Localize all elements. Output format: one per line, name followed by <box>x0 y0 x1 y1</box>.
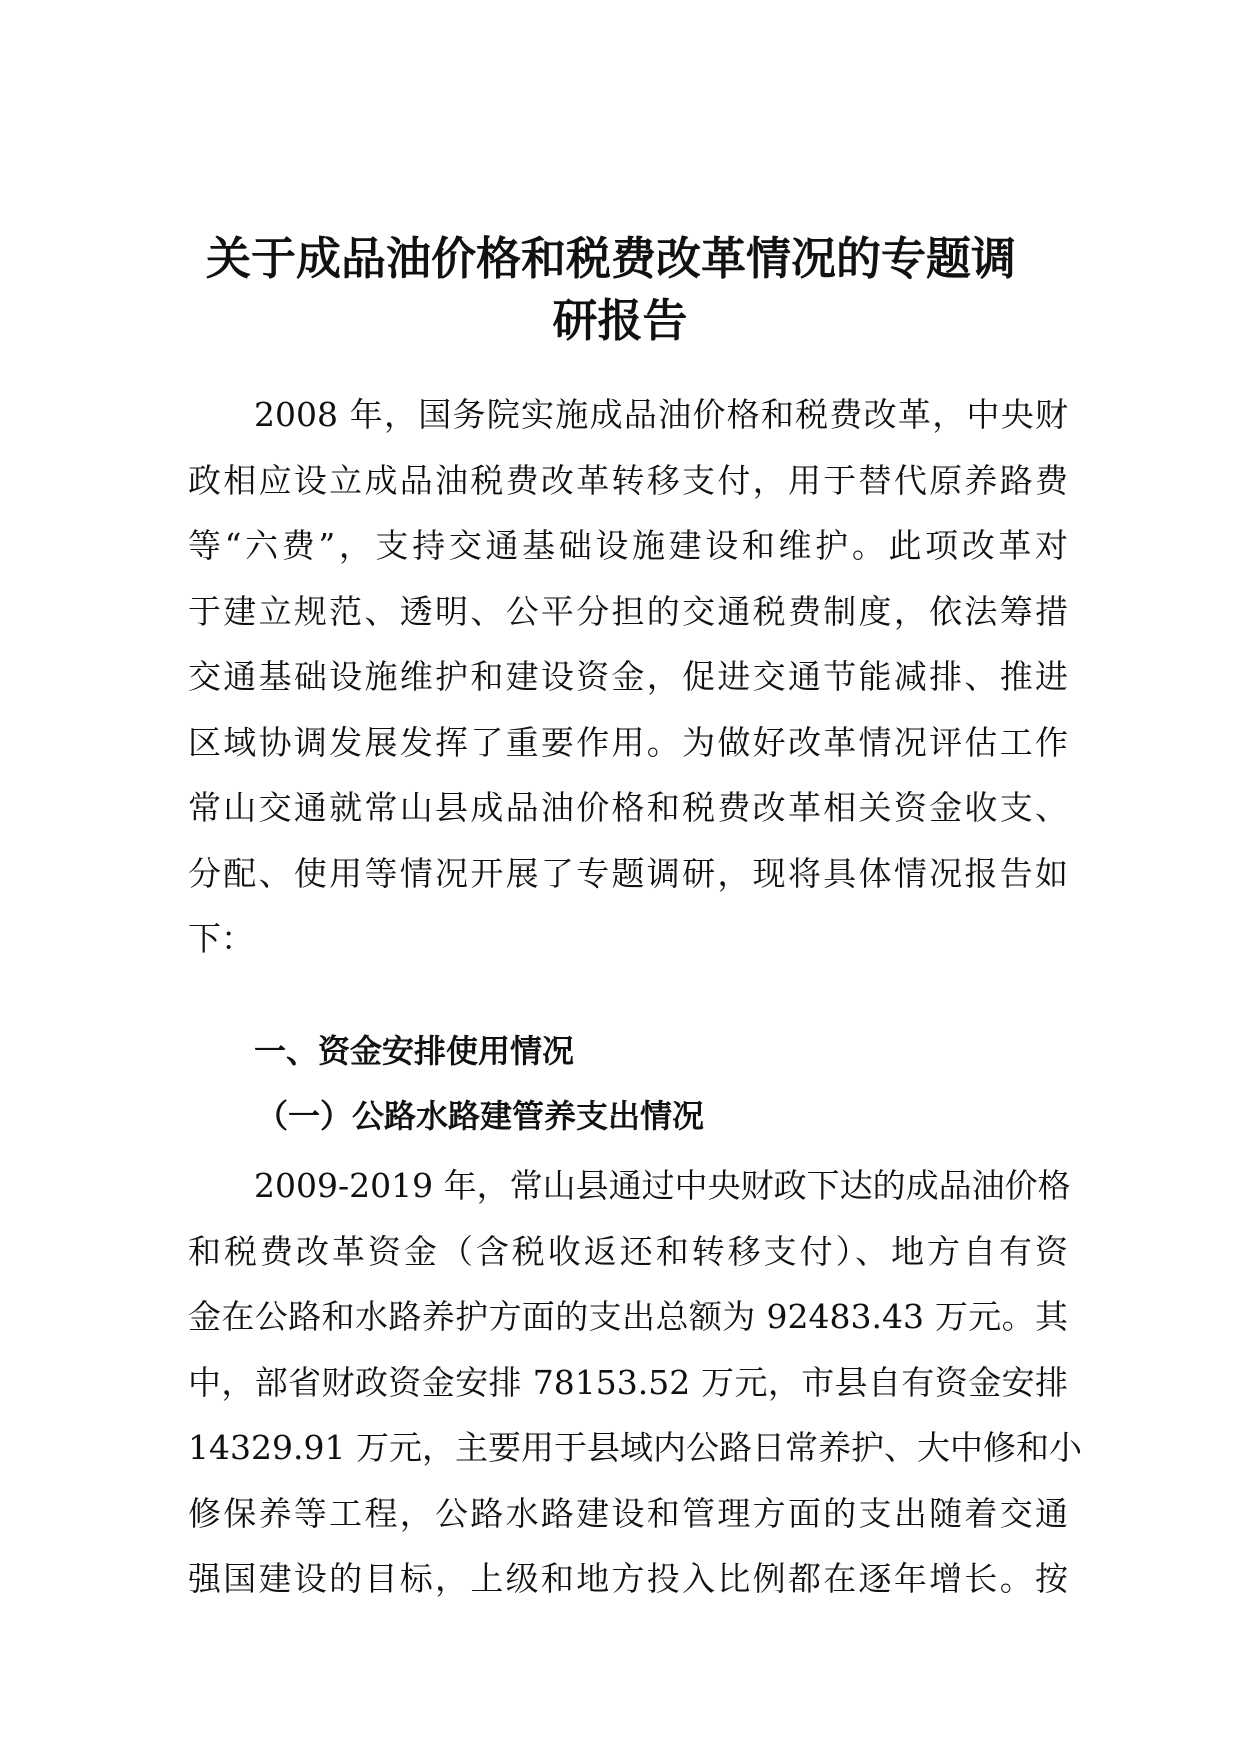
paragraph-line: 中，部省财政资金安排 78153.52 万元，市县自有资金安排 <box>188 1362 1068 1402</box>
paragraph-line: 下： <box>188 919 254 958</box>
paragraph-line: 区域协调发展发挥了重要作用。为做好改革情况评估工作 <box>188 722 1068 762</box>
document-title <box>170 228 1070 352</box>
paragraph-line: 于建立规范、透明、公平分担的交通税费制度，依法筹措 <box>188 591 1068 631</box>
paragraph-line: 交通基础设施维护和建设资金，促进交通节能减排、推进 <box>188 657 1068 696</box>
paragraph-line: 和税费改革资金（含税收返还和转移支付）、地方自有资 <box>188 1231 1068 1271</box>
paragraph-line: 14329.91 万元，主要用于县域内公路日常养护、大中修和小 <box>188 1428 1082 1467</box>
paragraph-line: 2008 年，国务院实施成品油价格和税费改革，中央财 <box>254 395 1068 434</box>
paragraph-line: 金在公路和水路养护方面的支出总额为 92483.43 万元。其 <box>188 1297 1068 1336</box>
section-heading: 一、资金安排使用情况 <box>254 1032 575 1070</box>
paragraph-line: 强国建设的目标，上级和地方投入比例都在逐年增长。按 <box>188 1559 1068 1598</box>
paragraph-line: 分配、使用等情况开展了专题调研，现将具体情况报告如 <box>188 853 1068 893</box>
document-title-line: 关于成品油价格和税费改革情况的专题调 <box>206 232 1017 285</box>
document-title-line: 研报告 <box>552 294 688 347</box>
paragraph-line: 修保养等工程，公路水路建设和管理方面的支出随着交通 <box>188 1493 1068 1533</box>
subsection-heading: （一）公路水路建管养支出情况 <box>256 1097 705 1135</box>
paragraph-line: 2009-2019 年，常山县通过中央财政下达的成品油价格 <box>254 1166 1071 1205</box>
subsection-paragraph <box>188 1153 1082 1612</box>
paragraph-line: 政相应设立成品油税费改革转移支付，用于替代原养路费 <box>188 460 1068 500</box>
intro-paragraph <box>188 382 1068 972</box>
paragraph-line: 常山交通就常山县成品油价格和税费改革相关资金收支、 <box>188 788 1068 827</box>
paragraph-line: 等“六费”，支持交通基础设施建设和维护。此项改革对 <box>188 526 1068 565</box>
